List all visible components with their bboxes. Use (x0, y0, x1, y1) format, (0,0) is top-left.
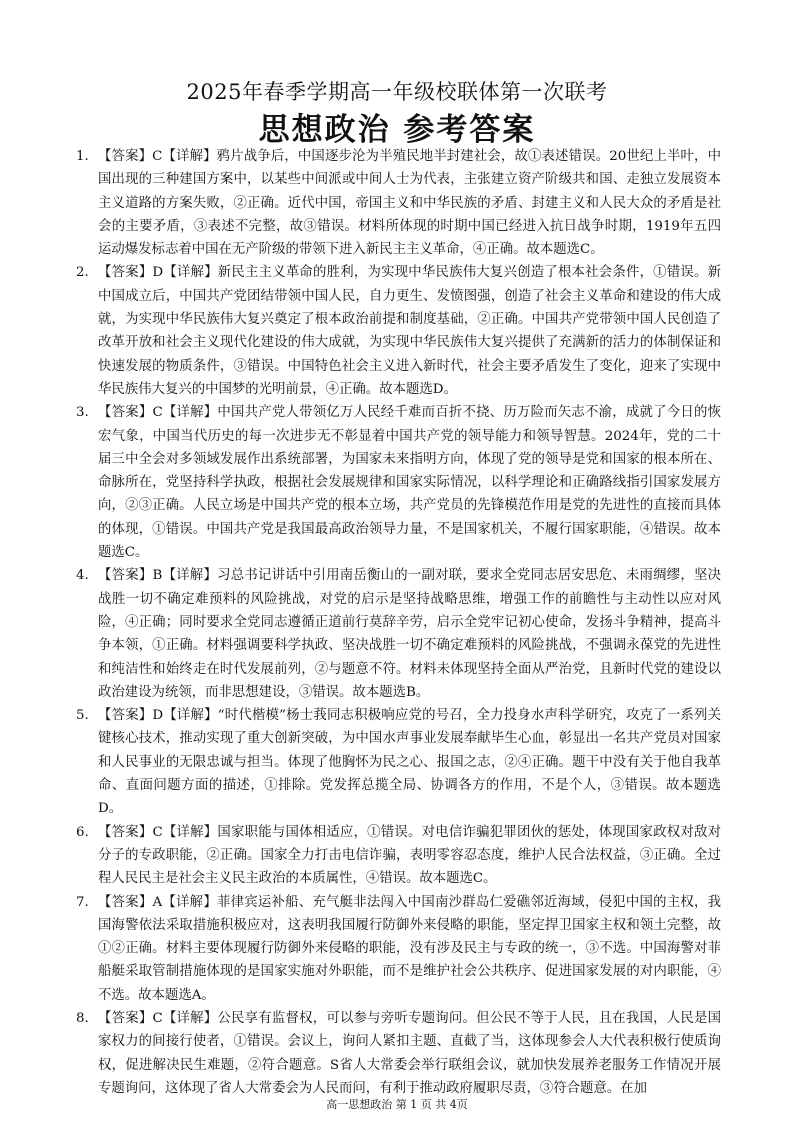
answer-item (76, 401, 721, 564)
answer-text: 【答案】C【详解】鸦片战争后，中国逐步沦为半殖民地半封建社会，故①表述错误。20世纪上半叶，中国出现的三种建国方案中，以某些中间派或中间人士为代表，主张建立资产阶级共和国、走独立发展资本主义道路的方案失败，②正确。近代中国，帝国主义和中华民族的矛盾、封建主义和人民大众的矛盾是社会的主要矛盾，③表述不完整，故③错误。材料所体现的时期中国已经进入抗日战争时期，1919年五四运动爆发标志着中国在无产阶级的带领下进入新民主主义革命，④正确。故本题选C。 (98, 149, 721, 258)
answer-number: 2. (76, 265, 89, 281)
answer-text: 【答案】A【详解】菲律宾运补船、充气艇非法闯入中国南沙群岛仁爱礁邻近海域，侵犯中国的主权，我国海警依法采取措施积极应对，这表明我国履行防御外来侵略的职能，坚定捍卫国家主权和领土完整，故①②正确。材料主要体现履行防御外来侵略的职能，没有涉及民主与专政的统一，③不选。中国海警对菲船艇采取管制措施体现的是国家实施对外职能，而不是维护社会公共秩序、促进国家发展的对内职能，④不选。故本题选A。 (98, 894, 721, 1003)
answer-item (76, 821, 721, 891)
answer-item (76, 261, 721, 401)
answer-text: 【答案】B【详解】习总书记讲话中引用南岳衡山的一副对联，要求全党同志居安思危、未雨绸缪，坚决战胜一切不确定难预料的风险挑战，对党的启示是坚持战略思维，增强工作的前瞻性与主动性以应对风险，④正确；同时要求全党同志遵循正道前行莫辞辛劳，启示全党牢记初心使命，发扬斗争精神，提高斗争本领，①正确。材料强调要科学执政、坚决战胜一切不确定难预料的风险挑战，不强调永葆党的先进性和纯洁性和始终走在时代发展前列，②与题意不符。材料未体现坚持全面从严治党，且新时代党的建设以政治建设为统领，而非思想建设，③错误。故本题选B。 (98, 568, 721, 700)
answer-item (76, 891, 721, 1007)
exam-title: 2025年春季学期高一年级校联体第一次联考 (186, 80, 608, 104)
answer-number: 7. (76, 894, 89, 910)
answer-item (76, 145, 721, 261)
page-footer: 高一思想政治 第 1 页 共 4页 (326, 1098, 468, 1111)
answer-text: 【答案】C【详解】公民享有监督权，可以参与旁听专题询问。但公民不等于人民，且在我国，人民是国家权力的间接行使者，①错误。会议上，询问人紧扣主题、直截了当，这体现参会人大代表积极行使质询权，促进解决民生难题，②符合题意。S省人大常委会举行联组会议，就加快发展养老服务工作情况开展专题询问，这体现了省人大常委会为人民而问，有利于推动政府履职尽责，③符合题意。在加 (98, 1010, 721, 1096)
answer-number: 6. (76, 824, 89, 840)
answer-item (76, 704, 721, 820)
answer-text: 【答案】C【详解】国家职能与国体相适应，①错误。对电信诈骗犯罪团伙的惩处，体现国家政权对敌对分子的专政职能，②正确。国家全力打击电信诈骗，表明零容忍态度，维护人民合法权益，③正确。全过程人民民主是社会主义民主政治的本质属性，④错误。故本题选C。 (98, 824, 721, 887)
answer-text: 【答案】D【详解】新民主主义革命的胜利，为实现中华民族伟大复兴创造了根本社会条件，①错误。新中国成立后，中国共产党团结带领中国人民，自力更生、发愤图强，创造了社会主义革命和建设的伟大成就，为实现中华民族伟大复兴奠定了根本政治前提和制度基础，②正确。中国共产党带领中国人民创造了改革开放和社会主义现代化建设的伟大成就，为实现中华民族伟大复兴提供了充满新的活力的体制保证和快速发展的物质条件，③错误。中国特色社会主义进入新时代，社会主要矛盾发生了变化，迎来了实现中华民族伟大复兴的中国梦的光明前景，④正确。故本题选D。 (98, 265, 721, 397)
answer-text: 【答案】C【详解】中国共产党人带领亿万人民经千难而百折不挠、历万险而矢志不渝，成就了今日的恢宏气象，中国当代历史的每一次进步无不彰显着中国共产党的领导能力和领导智慧。2024年，党的二十届三中全会对多领域发展作出系统部署，为国家未来指明方向，体现了党的领导是党和国家的根本所在、命脉所在，党坚持科学执政，根据社会发展规律和国家实际情况，以科学理论和正确路线指引国家发展方向，②③正确。人民立场是中国共产党的根本立场，共产党员的先锋模范作用是党的先进性的直接而具体的体现，①错误。中国共产党是我国最高政治领导力量，不是国家机关，不履行国家职能，④错误。故本题选C。 (98, 405, 721, 561)
answer-number: 4. (76, 568, 89, 584)
answer-item (76, 1007, 721, 1100)
answer-text: 【答案】D【详解】“时代楷模”杨士莪同志积极响应党的号召，全力投身水声科学研究，攻克了一系列关键核心技术，推动实现了重大创新突破，为中国水声事业发展奉献毕生心血，彰显出一名共产党员对国家和人民事业的无限忠诚与担当。体现了他胸怀为民之心、报国之志，②④正确。题干中没有关于他自我革命、直面问题方面的描述，①排除。党发挥总揽全局、协调各方的作用，不是个人，③错误。故本题选D。 (98, 708, 721, 817)
answer-number: 3. (76, 405, 89, 421)
answer-number: 8. (76, 1010, 89, 1026)
exam-subtitle: 思想政治 参考答案 (258, 112, 536, 148)
answer-item (76, 564, 721, 704)
answer-number: 1. (76, 149, 89, 164)
answer-list (76, 145, 721, 1100)
answer-number: 5. (76, 708, 89, 724)
